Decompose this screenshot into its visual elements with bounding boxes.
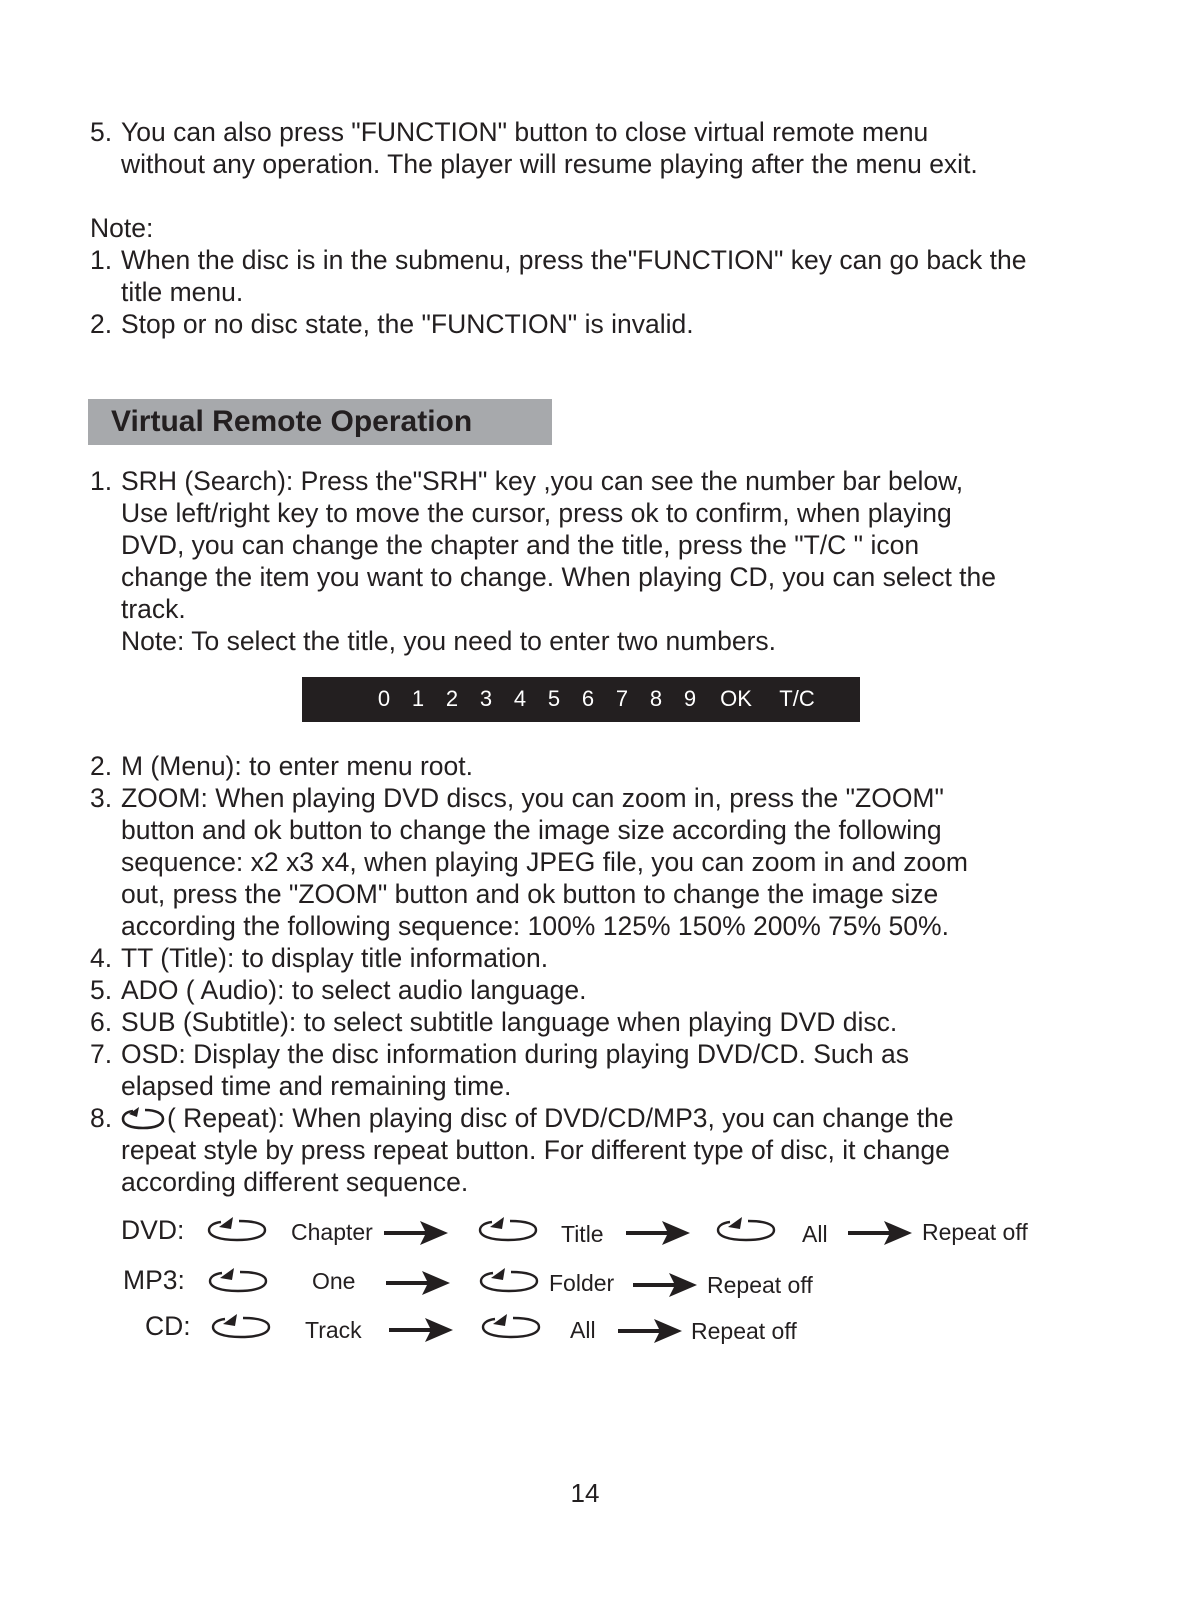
number-key-2: 2 [445, 686, 459, 711]
list-item [90, 308, 1110, 340]
item-number: 2. [90, 309, 113, 339]
item-number: 3. [90, 783, 113, 813]
item-number: 6. [90, 1007, 113, 1037]
item-line: button and ok button to change the image size according the following [121, 815, 942, 845]
arrow-right-icon [618, 1318, 684, 1344]
repeat-icon [207, 1216, 269, 1244]
list-item [90, 750, 1110, 782]
dvd-repeat-off: Repeat off [922, 1219, 1028, 1245]
item-line: SRH (Search): Press the"SRH" key ,you can see the number bar below, [121, 466, 964, 496]
item-number: 4. [90, 943, 113, 973]
cd-repeat-off: Repeat off [691, 1318, 797, 1344]
list-item [90, 974, 1110, 1006]
cd-step-track: Track [305, 1317, 362, 1343]
item-line: change the item you want to change. When playing CD, you can select the [121, 562, 997, 592]
item-line: DVD, you can change the chapter and the title, press the "T/C " icon [121, 530, 920, 560]
page-number: 14 [570, 1478, 600, 1508]
number-key-9: 9 [683, 686, 697, 711]
number-key-7: 7 [615, 686, 629, 711]
item-line: M (Menu): to enter menu root. [121, 751, 474, 781]
repeat-icon [208, 1267, 270, 1295]
item-line: title menu. [121, 277, 244, 307]
number-key-3: 3 [479, 686, 493, 711]
number-key-8: 8 [649, 686, 663, 711]
item-line: OSD: Display the disc information during playing DVD/CD. Such as [121, 1039, 909, 1069]
dvd-step-chapter: Chapter [291, 1219, 373, 1245]
repeat-icon [479, 1267, 541, 1295]
number-key-6: 6 [581, 686, 595, 711]
number-key-4: 4 [513, 686, 527, 711]
tc-key: T/C [779, 686, 815, 711]
cd-step-all: All [570, 1317, 596, 1343]
arrow-right-icon [633, 1272, 699, 1298]
item-number: 5. [90, 117, 113, 147]
mp3-repeat-off: Repeat off [707, 1272, 813, 1298]
list-item [90, 465, 1110, 657]
dvd-step-all: All [802, 1221, 828, 1247]
arrow-right-icon [384, 1220, 450, 1246]
number-key-5: 5 [547, 686, 561, 711]
mp3-step-folder: Folder [549, 1270, 615, 1296]
note-label: Note: [90, 213, 154, 243]
item-line: ( Repeat): When playing disc of DVD/CD/MP3, you can change the [167, 1103, 954, 1133]
repeat-icon [211, 1313, 273, 1341]
section-heading-box [88, 399, 552, 445]
item-line: track. [121, 594, 186, 624]
list-item [90, 1006, 1110, 1038]
item-line: Note: To select the title, you need to enter two numbers. [121, 626, 777, 656]
item-line: ZOOM: When playing DVD discs, you can zoom in, press the "ZOOM" [121, 783, 944, 813]
list-item [90, 1038, 1110, 1102]
arrow-right-icon [386, 1270, 452, 1296]
item-line: SUB (Subtitle): to select subtitle language when playing DVD disc. [121, 1007, 898, 1037]
section-heading: Virtual Remote Operation [111, 405, 473, 438]
item-line: sequence: x2 x3 x4, when playing JPEG file, you can zoom in and zoom [121, 847, 969, 877]
item-line: You can also press "FUNCTION" button to close virtual remote menu [121, 117, 929, 147]
item-line: TT (Title): to display title information. [121, 943, 549, 973]
arrow-right-icon [848, 1220, 914, 1246]
top-paragraph [90, 116, 1110, 180]
srh-paragraph [90, 465, 1110, 657]
item-line: ADO ( Audio): to select audio language. [121, 975, 587, 1005]
item-line: without any operation. The player will resume playing after the menu exit. [121, 149, 978, 179]
item-line: repeat style by press repeat button. For different type of disc, it change [121, 1135, 950, 1165]
mp3-step-one: One [312, 1268, 356, 1294]
mp3-label: MP3: [123, 1265, 185, 1295]
item-line: Use left/right key to move the cursor, press ok to confirm, when playing [121, 498, 952, 528]
item-line: elapsed time and remaining time. [121, 1071, 512, 1101]
list-item [90, 244, 1110, 308]
item-number: 1. [90, 466, 113, 496]
arrow-right-icon [389, 1317, 455, 1343]
number-key-0: 0 [377, 686, 391, 711]
repeat-icon [716, 1216, 778, 1244]
repeat-icon [478, 1216, 540, 1244]
item-number: 7. [90, 1039, 113, 1069]
item-line: When the disc is in the submenu, press the"FUNCTION" key can go back the [121, 245, 1027, 275]
repeat-icon [121, 1105, 165, 1131]
dvd-label: DVD: [121, 1215, 185, 1245]
arrow-right-icon [626, 1220, 692, 1246]
ok-key: OK [720, 686, 752, 711]
list-item [90, 1102, 1110, 1198]
item-line: according the following sequence: 100% 125% 150% 200% 75% 50%. [121, 911, 949, 941]
items-paragraph [90, 750, 1110, 1198]
cd-label: CD: [145, 1311, 191, 1341]
item-line: Stop or no disc state, the "FUNCTION" is invalid. [121, 309, 694, 339]
number-bar [302, 677, 860, 722]
number-key-1: 1 [411, 686, 425, 711]
list-item [90, 942, 1110, 974]
item-line: out, press the "ZOOM" button and ok button to change the image size [121, 879, 939, 909]
note-block [90, 212, 1110, 340]
list-item [90, 782, 1110, 942]
item-number: 8. [90, 1103, 113, 1133]
item-line: according different sequence. [121, 1167, 469, 1197]
item-number: 1. [90, 245, 113, 275]
list-item [90, 116, 1110, 180]
item-number: 2. [90, 751, 113, 781]
dvd-step-title: Title [561, 1221, 604, 1247]
item-number: 5. [90, 975, 113, 1005]
repeat-icon [481, 1313, 543, 1341]
